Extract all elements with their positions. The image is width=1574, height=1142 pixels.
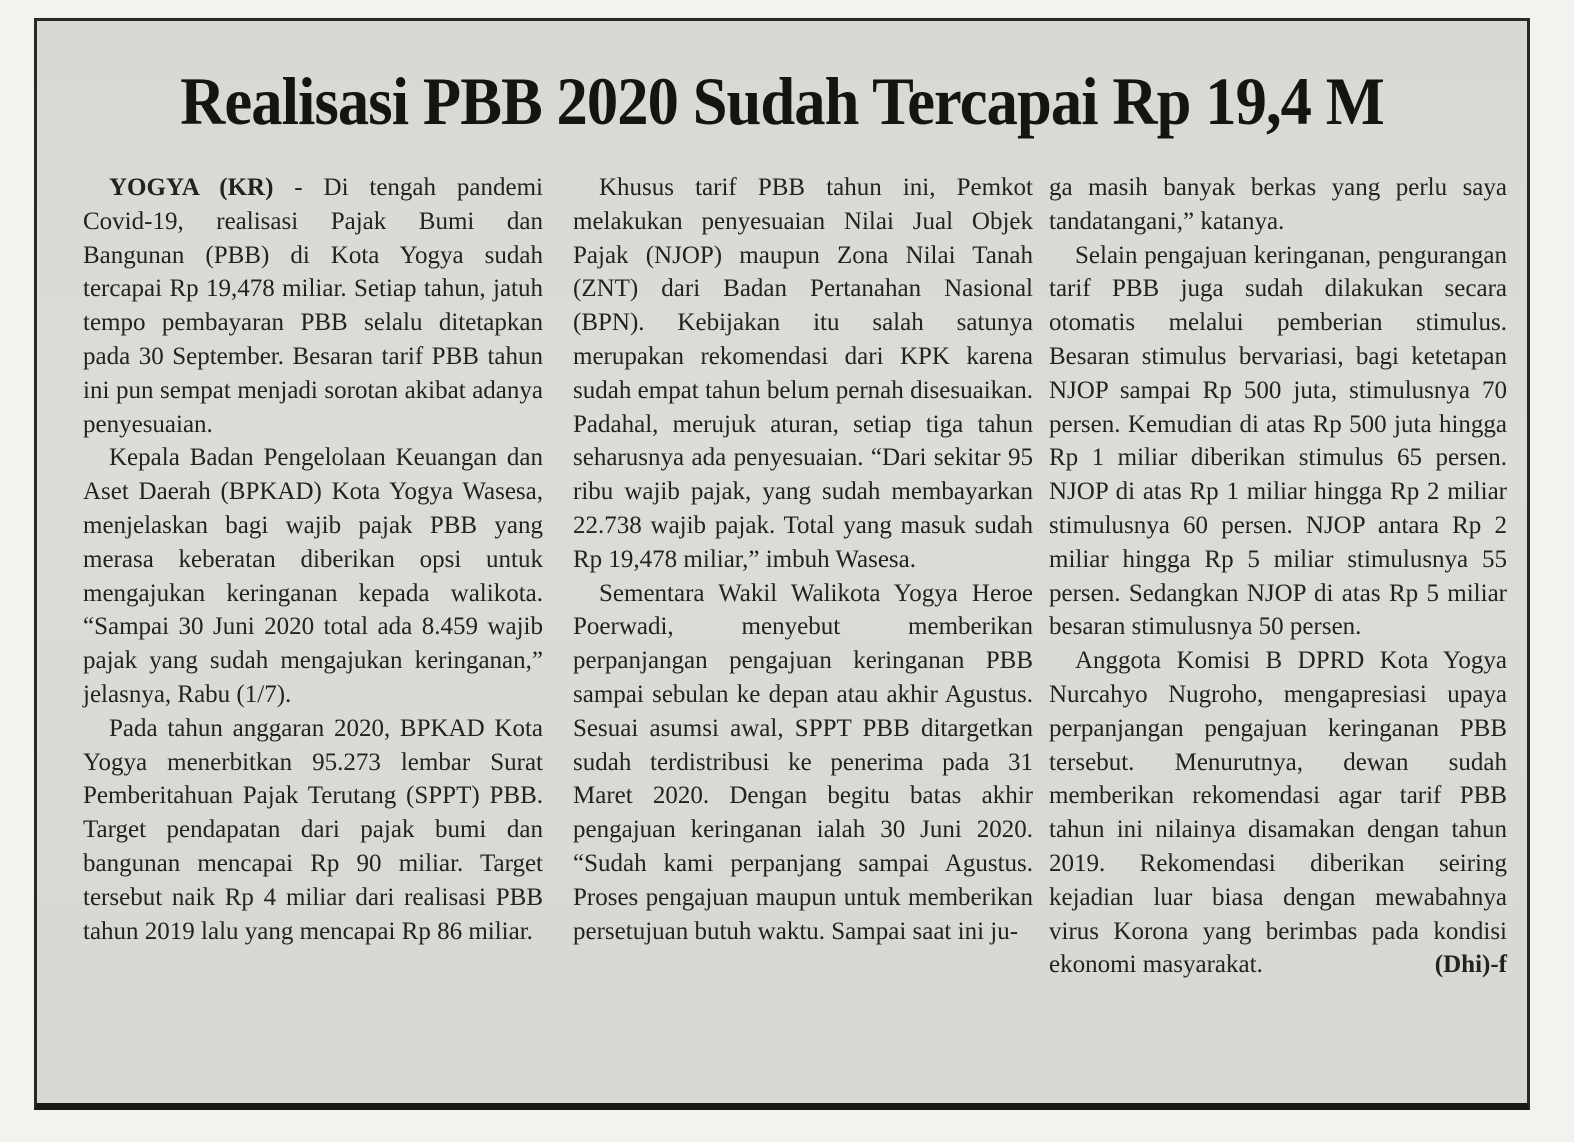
closing-text: Anggota Komisi B DPRD Kota Yogya Nurcahyo Nugroho, mengapresiasi upaya perpanjangan pengajuan keringanan PBB tersebut. Menurutnya, dewan sudah memberikan rekomendasi agar tarif PBB tahun ini nilainya disamakan dengan tahun 2019. Rekomendasi diberikan seiring kejadian luar biasa dengan mewabahnya virus Korona yang berimbas pada kondisi ekonomi masyarakat. [1049, 647, 1507, 979]
article-paragraph: Pada tahun anggaran 2020, BPKAD Kota Yogya menerbitkan 95.273 lembar Surat Pemberitahuan Pajak Terutang (SPPT) PBB. Target pendapatan dari pajak bumi dan bangunan mencapai Rp 90 miliar. Target tersebut naik Rp 4 miliar dari realisasi PBB tahun 2019 lalu yang mencapai Rp 86 miliar. [83, 714, 543, 945]
article-column-2 [573, 171, 1033, 948]
lead-paragraph [83, 171, 543, 441]
continued-paragraph: ga masih banyak berkas yang perlu saya tandatangani,” katanya. [1049, 174, 1507, 235]
dateline: YOGYA (KR) [109, 174, 274, 201]
article-column-3 [1049, 171, 1507, 982]
article-paragraph [1049, 644, 1507, 982]
article-paragraph: Selain pengajuan keringanan, pengurangan tarif PBB juga sudah dilakukan secara otomatis melalui pemberian stimulus. Besaran stimulus bervariasi, bagi ketetapan NJOP sampai Rp 500 juta, stimulusnya 70 persen. Kemudian di atas Rp 500 juta hingga Rp 1 miliar diberikan stimulus 65 persen. NJOP di atas Rp 1 miliar hingga Rp 2 miliar stimulusnya 60 persen. NJOP antara Rp 2 miliar hingga Rp 5 miliar stimulusnya 55 persen. Sedangkan NJOP di atas Rp 5 miliar besaran stimulusnya 50 persen. [1049, 241, 1507, 641]
byline: (Dhi)-f [1434, 951, 1507, 979]
article-column-1 [83, 171, 543, 948]
article-paragraph: Sementara Wakil Walikota Yogya Heroe Poerwadi, menyebut memberikan perpanjangan pengajuan keringanan PBB sampai sebulan ke depan atau akhir Agustus. Sesuai asumsi awal, SPPT PBB ditargetkan sudah terdistribusi ke penerima pada 31 Maret 2020. Dengan begitu batas akhir pengajuan keringanan ialah 30 Juni 2020. “Sudah kami perpanjang sampai Agustus. Proses pengajuan maupun untuk memberikan persetujuan butuh waktu. Sampai saat ini ju- [573, 579, 1033, 945]
headline: Realisasi PBB 2020 Sudah Tercapai Rp 19,4 M [180, 63, 1384, 139]
newspaper-clipping [34, 18, 1530, 1110]
article-paragraph: Kepala Badan Pengelolaan Keuangan dan Aset Daerah (BPKAD) Kota Yogya Wasesa, menjelaskan bagi wajib pajak PBB yang merasa keberatan diberikan opsi untuk mengajukan keringanan kepada walikota. “Sampai 30 Juni 2020 total ada 8.459 wajib pajak yang sudah mengajukan keringanan,” jelasnya, Rabu (1/7). [83, 444, 543, 708]
article-paragraph: Khusus tarif PBB tahun ini, Pemkot melakukan penyesuaian Nilai Jual Objek Pajak (NJOP) maupun Zona Nilai Tanah (ZNT) dari Badan Pertanahan Nasional (BPN). Kebijakan itu salah satunya merupakan rekomendasi dari KPK karena sudah empat tahun belum pernah disesuaikan. Padahal, merujuk aturan, setiap tiga tahun seharusnya ada penyesuaian. “Dari sekitar 95 ribu wajib pajak, yang sudah membayarkan 22.738 wajib pajak. Total yang masuk sudah Rp 19,478 miliar,” imbuh Wasesa. [573, 174, 1033, 573]
lead-text: - Di tengah pandemi Covid-19, realisasi Pajak Bumi dan Bangunan (PBB) di Kota Yogya sudah tercapai Rp 19,478 miliar. Setiap tahun, jatuh tempo pembayaran PBB selalu ditetapkan pada 30 September. Besaran tarif PBB tahun ini pun sempat menjadi sorotan akibat adanya penyesuaian. [83, 174, 543, 438]
